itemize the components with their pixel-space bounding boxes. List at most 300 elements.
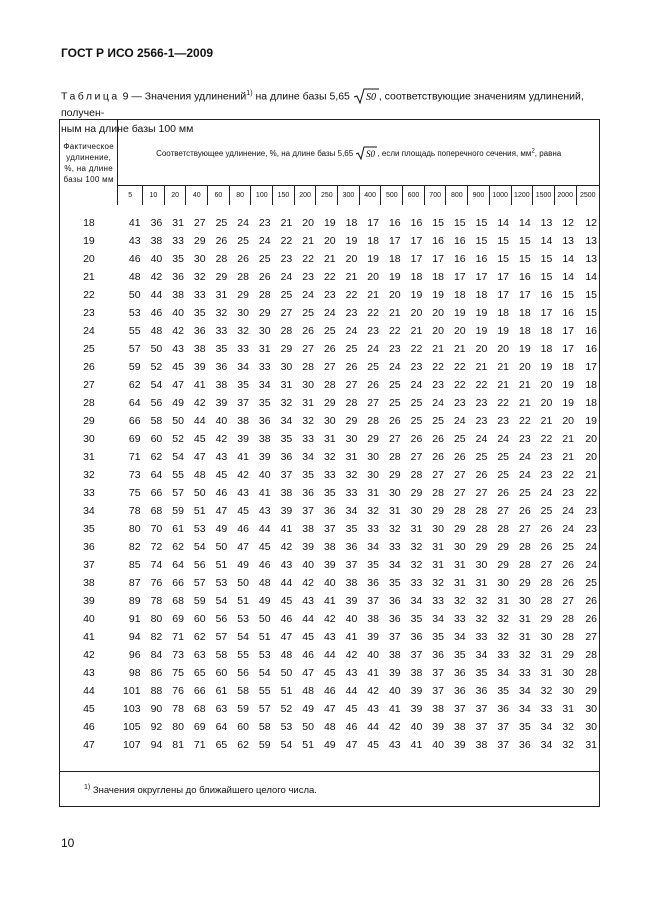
value-cell: 17 (497, 271, 509, 283)
value-cell: 38 (388, 649, 401, 661)
value-cell: 30 (280, 361, 293, 373)
value-cell: 35 (172, 253, 184, 265)
value-cell: 20 (497, 343, 509, 355)
elongation-cell: 22 (83, 289, 95, 301)
value-cell: 36 (388, 613, 401, 625)
value-cell: 34 (280, 415, 293, 427)
value-cell: 36 (367, 577, 379, 589)
value-cell: 30 (518, 595, 531, 607)
value-cell: 29 (323, 397, 336, 409)
value-cell: 41 (128, 217, 141, 229)
elongation-cell: 33 (83, 487, 95, 499)
value-cell: 32 (323, 451, 336, 463)
value-cell: 39 (323, 559, 336, 571)
elongation-cell: 32 (83, 469, 95, 481)
svg-text:S0: S0 (366, 148, 376, 159)
value-cell: 23 (475, 397, 488, 409)
area-header-cell: 100 (251, 186, 273, 206)
value-cell: 39 (432, 721, 444, 733)
value-cell: 18 (497, 307, 509, 319)
value-cell: 66 (150, 487, 163, 499)
value-cell: 46 (215, 487, 228, 499)
area-header-cell: 5 (118, 186, 143, 206)
value-cell: 17 (367, 217, 379, 229)
value-cell: 13 (585, 253, 597, 265)
value-cell: 40 (258, 469, 271, 481)
value-cell: 28 (280, 325, 293, 337)
caption-title-line2: ным на длине базы 100 мм (61, 122, 194, 135)
value-cell: 58 (237, 685, 249, 697)
value-cell: 18 (388, 253, 401, 265)
value-cell: 53 (193, 523, 206, 535)
value-cell: 40 (432, 739, 444, 751)
value-cell: 25 (497, 469, 509, 481)
value-cell: 17 (585, 361, 597, 373)
value-cell: 38 (410, 667, 423, 679)
value-cell: 32 (497, 613, 509, 625)
page-number: 10 (61, 836, 75, 850)
value-cell: 29 (193, 235, 206, 247)
value-cell: 44 (345, 685, 358, 697)
value-cell: 31 (388, 505, 401, 517)
value-cell: 60 (193, 613, 206, 625)
value-cell: 35 (323, 487, 336, 499)
value-cell: 14 (562, 253, 575, 265)
elongation-cell: 30 (83, 433, 95, 445)
value-cell: 30 (193, 253, 206, 265)
value-cell: 48 (128, 271, 141, 283)
table-row (60, 412, 599, 430)
value-cell: 20 (432, 325, 444, 337)
value-cell: 19 (432, 289, 444, 301)
value-cell: 15 (432, 217, 444, 229)
value-cell: 37 (345, 559, 358, 571)
value-cell: 17 (388, 235, 401, 247)
value-cell: 48 (150, 325, 163, 337)
value-cell: 55 (237, 649, 249, 661)
value-cell: 19 (518, 343, 531, 355)
value-cell: 55 (128, 325, 141, 337)
value-cell: 36 (193, 325, 206, 337)
value-cell: 18 (345, 217, 358, 229)
value-cell: 22 (562, 469, 575, 481)
value-cell: 56 (215, 613, 228, 625)
value-cell: 21 (453, 343, 466, 355)
value-cell: 34 (540, 721, 553, 733)
value-cell: 24 (258, 235, 271, 247)
value-cell: 36 (345, 541, 358, 553)
value-cell: 28 (585, 649, 597, 661)
value-cell: 18 (585, 397, 597, 409)
table-row (60, 556, 599, 574)
value-cell: 26 (453, 451, 466, 463)
value-cell: 17 (475, 271, 488, 283)
value-cell: 39 (215, 397, 228, 409)
value-cell: 22 (475, 379, 488, 391)
value-cell: 26 (518, 505, 531, 517)
value-cell: 31 (432, 541, 444, 553)
value-cell: 62 (172, 541, 184, 553)
table-row (60, 520, 599, 538)
value-cell: 84 (150, 649, 163, 661)
value-cell: 17 (410, 235, 423, 247)
elongation-cell: 27 (83, 379, 95, 391)
elongation-cell: 20 (83, 253, 95, 265)
value-cell: 25 (215, 217, 228, 229)
caption-title-part1: — Значения удлинений (128, 90, 247, 103)
value-cell: 22 (410, 343, 423, 355)
value-cell: 58 (215, 649, 228, 661)
value-cell: 73 (172, 649, 184, 661)
value-cell: 21 (562, 451, 575, 463)
value-cell: 17 (562, 325, 575, 337)
value-cell: 26 (540, 523, 553, 535)
value-cell: 33 (540, 703, 553, 715)
value-cell: 54 (172, 451, 184, 463)
value-cell: 39 (302, 541, 314, 553)
value-cell: 18 (540, 325, 553, 337)
area-header-cell: 2000 (554, 186, 576, 206)
value-cell: 35 (475, 667, 488, 679)
value-cell: 33 (518, 667, 531, 679)
value-cell: 29 (475, 541, 488, 553)
value-cell: 35 (410, 613, 423, 625)
value-cell: 45 (193, 433, 206, 445)
value-cell: 31 (518, 631, 531, 643)
value-cell: 38 (258, 433, 271, 445)
value-cell: 33 (388, 541, 401, 553)
value-cell: 48 (193, 469, 206, 481)
value-cell: 25 (280, 289, 293, 301)
value-cell: 28 (367, 415, 379, 427)
value-cell: 36 (453, 667, 466, 679)
value-cell: 25 (410, 397, 423, 409)
value-cell: 37 (323, 523, 336, 535)
value-cell: 30 (497, 577, 509, 589)
value-cell: 35 (302, 469, 314, 481)
document-id: ГОСТ Р ИСО 2566-1—2009 (61, 46, 214, 60)
value-cell: 38 (367, 613, 379, 625)
value-cell: 34 (497, 667, 509, 679)
value-cell: 20 (562, 415, 575, 427)
table-row (60, 484, 599, 502)
value-cell: 31 (410, 523, 423, 535)
value-cell: 36 (258, 415, 271, 427)
elongation-cell: 21 (83, 271, 95, 283)
table-row (60, 232, 599, 250)
value-cell: 43 (237, 487, 249, 499)
value-cell: 31 (323, 433, 336, 445)
value-cell: 91 (128, 613, 141, 625)
value-cell: 30 (562, 667, 575, 679)
value-cell: 44 (323, 649, 336, 661)
value-cell: 40 (410, 721, 423, 733)
value-cell: 32 (237, 325, 249, 337)
value-cell: 38 (345, 577, 358, 589)
value-cell: 32 (453, 595, 466, 607)
value-cell: 25 (497, 451, 509, 463)
table-row (60, 358, 599, 376)
value-cell: 42 (302, 577, 314, 589)
value-cell: 47 (237, 541, 249, 553)
value-cell: 33 (193, 289, 206, 301)
value-cell: 38 (323, 541, 336, 553)
value-cell: 27 (518, 523, 531, 535)
value-cell: 16 (585, 325, 597, 337)
value-cell: 22 (432, 361, 444, 373)
value-cell: 30 (453, 541, 466, 553)
value-cell: 47 (193, 451, 206, 463)
value-cell: 20 (518, 361, 531, 373)
value-cell: 48 (280, 649, 293, 661)
value-cell: 94 (150, 739, 163, 751)
value-cell: 57 (215, 631, 228, 643)
value-cell: 22 (540, 433, 553, 445)
value-cell: 53 (280, 721, 293, 733)
value-cell: 29 (410, 487, 423, 499)
value-cell: 56 (193, 559, 206, 571)
elongation-cell: 46 (83, 721, 95, 733)
value-cell: 31 (475, 577, 488, 589)
value-cell: 105 (123, 721, 141, 733)
value-cell: 63 (193, 649, 206, 661)
value-cell: 16 (518, 271, 531, 283)
value-cell: 42 (388, 721, 401, 733)
value-cell: 23 (562, 487, 575, 499)
caption-radicand: S0 (365, 91, 376, 103)
value-cell: 29 (432, 505, 444, 517)
value-cell: 23 (280, 253, 293, 265)
value-cell: 47 (280, 631, 293, 643)
value-cell: 24 (432, 397, 444, 409)
value-cell: 34 (518, 703, 531, 715)
value-cell: 28 (518, 541, 531, 553)
value-cell: 36 (475, 685, 488, 697)
value-cell: 23 (497, 415, 509, 427)
value-cell: 52 (172, 433, 184, 445)
value-cell: 43 (323, 631, 336, 643)
value-cell: 59 (193, 595, 206, 607)
value-cell: 19 (562, 379, 575, 391)
value-cell: 26 (237, 253, 249, 265)
value-cell: 101 (123, 685, 141, 697)
value-cell: 16 (475, 253, 488, 265)
value-cell: 34 (345, 505, 358, 517)
table-row (60, 682, 599, 700)
value-cell: 107 (123, 739, 141, 751)
value-cell: 33 (453, 613, 466, 625)
value-cell: 37 (453, 703, 466, 715)
value-cell: 52 (280, 703, 293, 715)
value-cell: 87 (128, 577, 141, 589)
value-cell: 21 (388, 307, 401, 319)
value-cell: 64 (128, 397, 141, 409)
value-cell: 17 (453, 271, 466, 283)
elongation-cell: 44 (83, 685, 95, 697)
value-cell: 96 (128, 649, 141, 661)
value-cell: 49 (302, 703, 314, 715)
value-cell: 51 (280, 685, 293, 697)
value-cell: 45 (172, 361, 184, 373)
value-cell: 24 (540, 487, 553, 499)
value-cell: 20 (367, 271, 379, 283)
elongation-cell: 23 (83, 307, 95, 319)
value-cell: 15 (453, 217, 466, 229)
value-cell: 94 (128, 631, 141, 643)
value-cell: 52 (150, 361, 163, 373)
value-cell: 46 (150, 307, 163, 319)
value-cell: 26 (388, 415, 401, 427)
value-cell: 22 (388, 325, 401, 337)
value-cell: 30 (367, 451, 379, 463)
value-cell: 38 (432, 703, 444, 715)
value-cell: 34 (388, 559, 401, 571)
value-cell: 27 (323, 361, 336, 373)
value-cell: 27 (280, 307, 293, 319)
value-cell: 21 (540, 415, 553, 427)
value-cell: 29 (497, 541, 509, 553)
value-cell: 29 (497, 559, 509, 571)
table-number: 9 (122, 90, 129, 103)
value-cell: 14 (540, 235, 553, 247)
elongation-cell: 18 (83, 217, 95, 229)
value-cell: 44 (150, 289, 163, 301)
value-cell: 41 (237, 451, 249, 463)
value-cell: 50 (215, 541, 228, 553)
value-cell: 38 (193, 343, 206, 355)
value-cell: 25 (323, 325, 336, 337)
area-header-cell: 1000 (489, 186, 511, 206)
value-cell: 47 (323, 703, 336, 715)
footnote-divider (59, 771, 600, 772)
value-cell: 27 (540, 559, 553, 571)
value-cell: 48 (302, 685, 314, 697)
value-cell: 29 (367, 433, 379, 445)
value-cell: 20 (540, 379, 553, 391)
value-cell: 64 (215, 721, 228, 733)
value-cell: 16 (585, 343, 597, 355)
value-cell: 43 (345, 667, 358, 679)
value-cell: 31 (432, 559, 444, 571)
value-cell: 39 (388, 667, 401, 679)
value-cell: 39 (410, 703, 423, 715)
value-cell: 27 (497, 505, 509, 517)
value-cell: 39 (237, 433, 249, 445)
value-cell: 50 (258, 613, 271, 625)
value-cell: 29 (215, 271, 228, 283)
value-cell: 23 (475, 415, 488, 427)
value-cell: 15 (585, 289, 597, 301)
value-cell: 31 (215, 289, 228, 301)
value-cell: 29 (562, 649, 575, 661)
value-cell: 50 (237, 577, 249, 589)
value-cell: 39 (193, 361, 206, 373)
area-header-cell: 300 (338, 186, 360, 206)
value-cell: 32 (540, 685, 553, 697)
value-cell: 31 (540, 667, 553, 679)
table-row (60, 646, 599, 664)
first-column-header: Фактическое удлинение, %, на длине базы 100 мм (60, 120, 118, 205)
value-cell: 23 (432, 379, 444, 391)
value-cell: 24 (280, 271, 293, 283)
value-cell: 23 (518, 433, 531, 445)
value-cell: 44 (258, 523, 271, 535)
value-cell: 71 (172, 631, 184, 643)
value-cell: 31 (540, 649, 553, 661)
value-cell: 24 (302, 289, 314, 301)
table-row (60, 736, 599, 754)
value-cell: 35 (258, 397, 271, 409)
value-cell: 24 (345, 325, 358, 337)
value-cell: 16 (453, 253, 466, 265)
value-cell: 49 (237, 559, 249, 571)
value-cell: 31 (258, 343, 271, 355)
value-cell: 38 (215, 379, 228, 391)
value-cell: 35 (193, 307, 206, 319)
value-cell: 28 (388, 451, 401, 463)
value-cell: 22 (280, 235, 293, 247)
value-cell: 18 (585, 379, 597, 391)
value-cell: 28 (302, 361, 314, 373)
footnote: $^{1)}$ Значения округлены до ближайшего целого числа. (84, 784, 317, 797)
value-cell: 27 (562, 595, 575, 607)
value-cell: 24 (562, 505, 575, 517)
elongation-cell: 41 (83, 631, 95, 643)
value-cell: 35 (388, 577, 401, 589)
value-cell: 23 (345, 307, 358, 319)
value-cell: 89 (128, 595, 141, 607)
value-cell: 41 (388, 703, 401, 715)
value-cell: 14 (518, 217, 531, 229)
value-cell: 80 (128, 523, 141, 535)
value-cell: 37 (432, 667, 444, 679)
value-cell: 43 (172, 343, 184, 355)
value-cell: 36 (497, 703, 509, 715)
elongation-cell: 29 (83, 415, 95, 427)
value-cell: 51 (193, 505, 206, 517)
value-cell: 58 (258, 721, 271, 733)
value-cell: 29 (388, 469, 401, 481)
value-cell: 31 (562, 703, 575, 715)
value-cell: 78 (128, 505, 141, 517)
value-cell: 17 (432, 253, 444, 265)
value-cell: 36 (150, 217, 163, 229)
value-cell: 21 (518, 397, 531, 409)
value-cell: 22 (585, 487, 597, 499)
value-cell: 25 (410, 415, 423, 427)
value-cell: 42 (280, 541, 293, 553)
value-cell: 30 (585, 703, 597, 715)
value-cell: 26 (367, 379, 379, 391)
value-cell: 63 (215, 703, 228, 715)
value-cell: 23 (323, 289, 336, 301)
value-cell: 37 (475, 703, 488, 715)
value-cell: 28 (562, 631, 575, 643)
value-cell: 31 (453, 577, 466, 589)
value-cell: 32 (215, 307, 228, 319)
value-cell: 17 (562, 343, 575, 355)
value-cell: 56 (150, 397, 163, 409)
elongation-cell: 38 (83, 577, 95, 589)
value-cell: 20 (432, 307, 444, 319)
value-cell: 30 (258, 325, 271, 337)
value-cell: 26 (215, 235, 228, 247)
value-cell: 54 (215, 595, 228, 607)
value-cell: 34 (367, 541, 379, 553)
value-cell: 59 (258, 739, 271, 751)
value-cell: 36 (453, 685, 466, 697)
value-cell: 26 (432, 433, 444, 445)
